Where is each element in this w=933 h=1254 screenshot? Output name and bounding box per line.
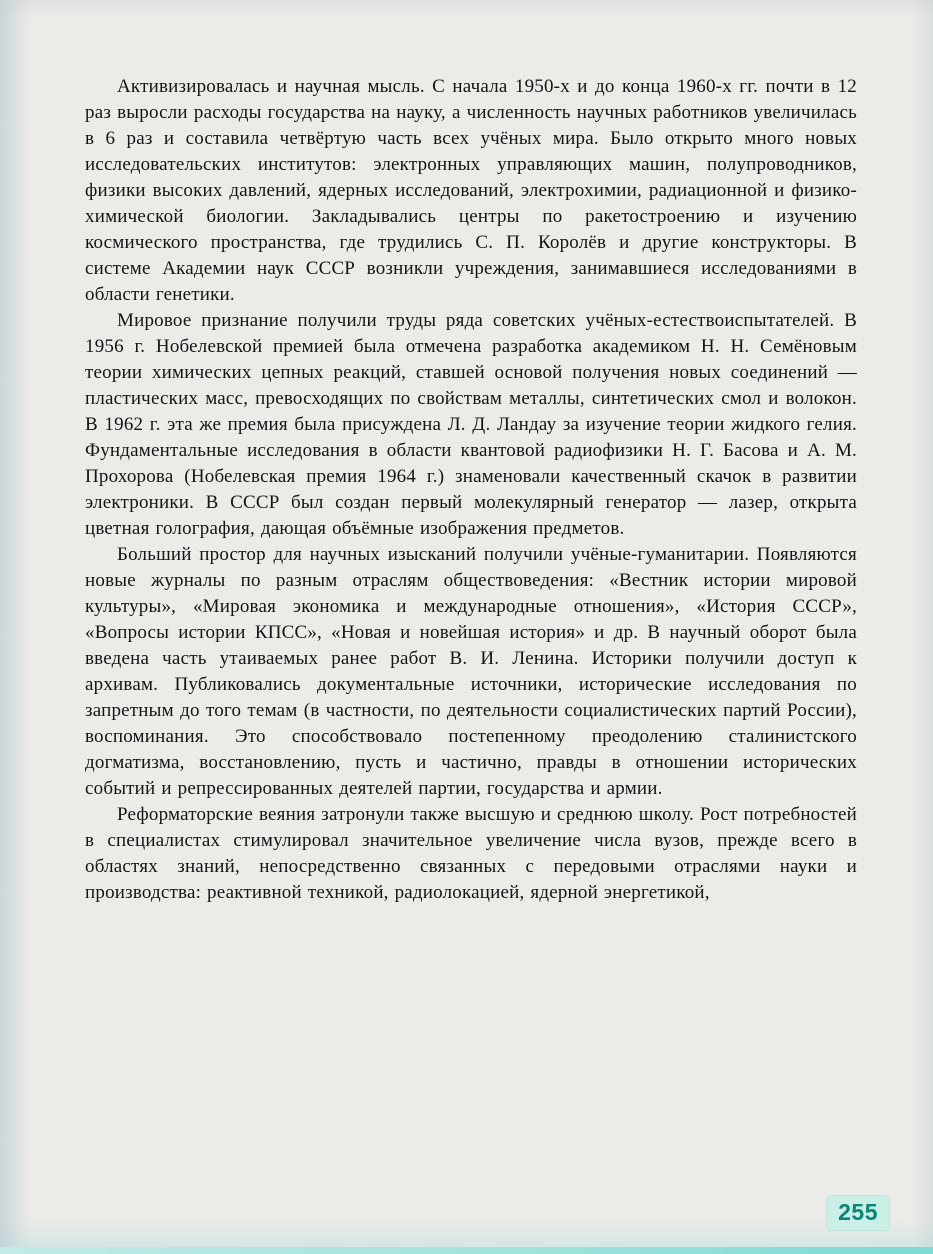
paragraph-science-growth: Активизировалась и научная мысль. С начала 1950-х и до конца 1960-х гг. почти в 12 раз выросли расходы государства на науку, а численность научных работников увеличилась в 6 раз и составила четвёртую часть всех учёных мира. Было открыто много новых исследовательских институтов: электронных управляющих машин, полупроводников, физики высоких давлений, ядерных исследований, электрохимии, радиационной и физико-химической биологии. Закладывались центры по ракетостроению и изучению космического пространства, где трудились С. П. Королёв и другие конструкторы. В системе Академии наук СССР возникли учреждения, занимавшиеся исследованиями в области генетики. [85,76,857,305]
text-block [85,74,857,906]
paragraph-nobel-prizes: Мировое признание получили труды ряда советских учёных-естествоиспытателей. В 1956 г. Нобелевской премией была отмечена разработка академиком Н. Н. Семёновым теории химических цепных реакций, ставшей основой получения новых соединений — пластических масс, превосходящих по свойствам металлы, синтетических смол и волокон. В 1962 г. эта же премия была присуждена Л. Д. Ландау за изучение теории жидкого гелия. Фундаментальные исследования в области квантовой радиофизики Н. Г. Басова и А. М. Прохорова (Нобелевская премия 1964 г.) знаменовали качественный скачок в развитии электроники. В СССР был создан первый молекулярный генератор — лазер, открыта цветная голография, дающая объёмные изображения предметов. [85,310,857,539]
paragraph-humanities: Больший простор для научных изысканий получили учёные-гуманитарии. Появляются новые журналы по разным отраслям обществоведения: «Вестник истории мировой культуры», «Мировая экономика и международные отношения», «История СССР», «Вопросы истории КПСС», «Новая и новейшая история» и др. В научный оборот была введена часть утаиваемых ранее работ В. И. Ленина. Историки получили доступ к архивам. Публиковались документальные источники, исторические исследования по запретным до того темам (в частности, по деятельности социалистических партий России), воспоминания. Это способствовало постепенному преодолению сталинистского догматизма, восстановлению, пусть и частично, правды в отношении исторических событий и репрессированных деятелей партии, государства и армии. [85,544,857,799]
page-number-badge [827,1196,889,1230]
page-number: 255 [838,1199,878,1225]
next-page-edge-strip [0,1247,933,1254]
paragraph-education-reforms: Реформаторские веяния затронули также высшую и среднюю школу. Рост потребностей в специалистах стимулировал значительное увеличение числа вузов, прежде всего в областях знаний, непосредственно связанных с передовыми отраслями науки и производства: реактивной техникой, радиолокацией, ядерной энергетикой, [85,804,857,903]
